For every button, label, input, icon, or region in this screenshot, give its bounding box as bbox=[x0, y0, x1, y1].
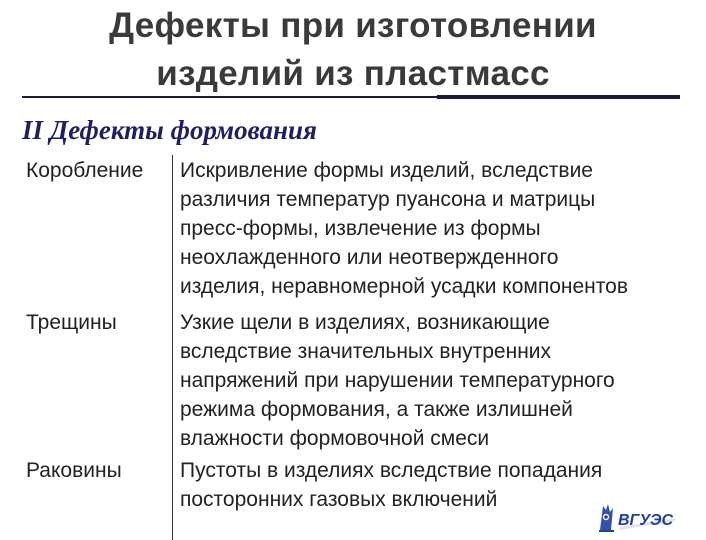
description-line: посторонних газовых включений bbox=[180, 488, 498, 511]
description-line: напряжений при нарушении температурного bbox=[180, 369, 615, 392]
section-heading: II Дефекты формования bbox=[22, 115, 317, 145]
slide-title-line-1: Дефекты при изготовлении bbox=[109, 6, 597, 45]
description-line: вследствие значительных внутренних bbox=[180, 340, 552, 363]
description-line: режима формования, а также излишней bbox=[180, 398, 573, 421]
defect-term-cracks: Трещины bbox=[26, 311, 117, 334]
description-line: Пустоты в изделиях вследствие попадания bbox=[180, 459, 603, 482]
defect-description-cracks bbox=[180, 308, 700, 453]
description-line: различия температур пуансона и матрицы bbox=[180, 188, 596, 211]
university-emblem-icon bbox=[596, 500, 682, 534]
defect-term-warping: Коробление bbox=[26, 159, 144, 182]
defect-description-warping bbox=[180, 156, 700, 301]
description-line: пресс-формы, извлечение из формы bbox=[180, 217, 541, 240]
slide-title bbox=[0, 2, 706, 98]
description-line: неохлажденного или неотвержденного bbox=[180, 246, 559, 269]
logo-text: ВГУЭС bbox=[618, 512, 674, 529]
description-line: влажности формовочной смеси bbox=[180, 427, 490, 450]
defect-term-cavities: Раковины bbox=[26, 459, 122, 482]
column-divider bbox=[172, 155, 173, 540]
title-divider-accent bbox=[437, 95, 680, 99]
description-line: Искривление формы изделий, вследствие bbox=[180, 159, 593, 182]
slide-title-line-2: изделий из пластмасс bbox=[156, 54, 550, 93]
description-line: Узкие щели в изделиях, возникающие bbox=[180, 311, 550, 334]
university-logo bbox=[596, 500, 682, 534]
description-line: изделия, неравномерной усадки компонентов bbox=[180, 275, 628, 298]
